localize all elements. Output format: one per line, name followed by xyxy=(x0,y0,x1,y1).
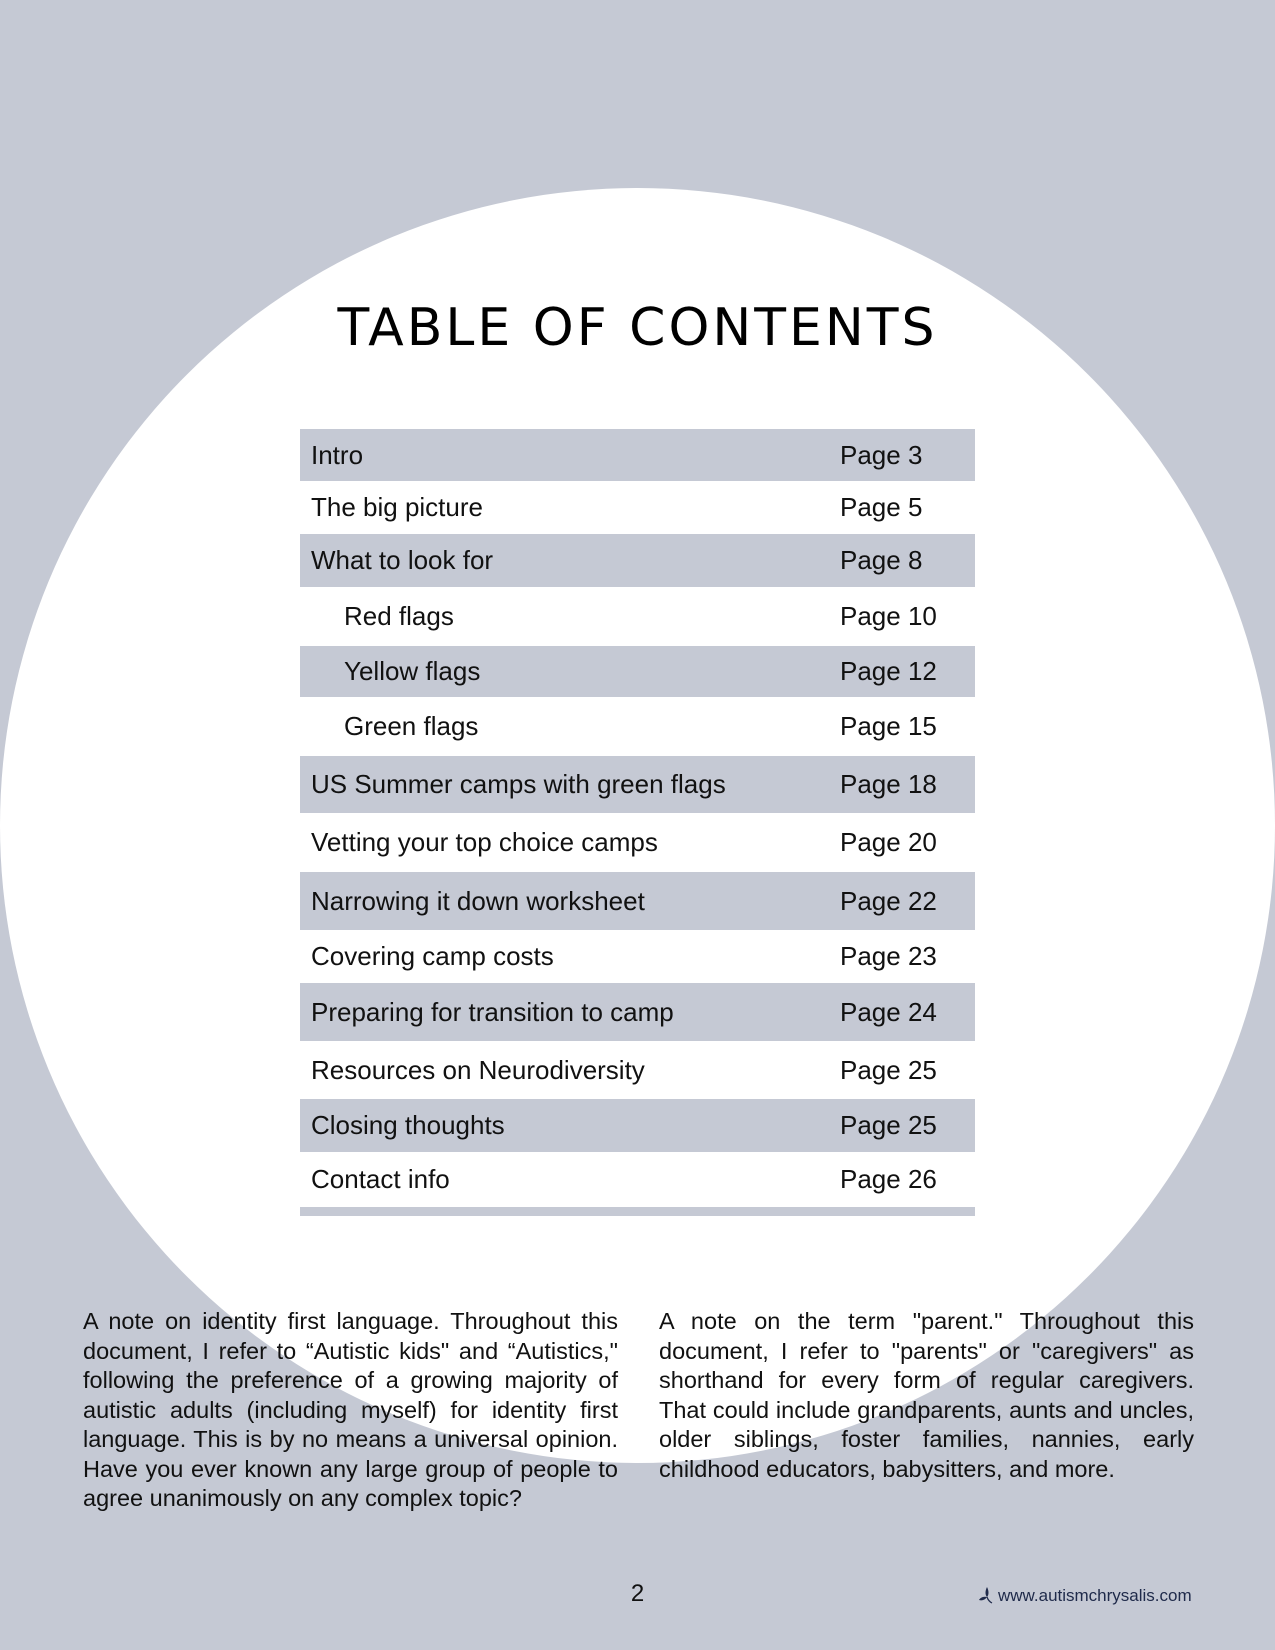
toc-row-vetting-camps[interactable] xyxy=(300,813,975,872)
toc-row-preparing-transition[interactable] xyxy=(300,983,975,1041)
table-of-contents xyxy=(300,429,975,1216)
toc-row-us-summer-camps[interactable] xyxy=(300,756,975,813)
toc-page: Page 20 xyxy=(840,827,937,857)
toc-page: Page 3 xyxy=(840,439,923,470)
toc-row-yellow-flags[interactable] xyxy=(300,646,975,697)
toc-row-intro[interactable] xyxy=(300,429,975,481)
toc-label: Red flags xyxy=(344,601,454,631)
toc-page: Page 25 xyxy=(840,1110,937,1140)
toc-row-closing-thoughts[interactable] xyxy=(300,1099,975,1152)
toc-page: Page 24 xyxy=(840,996,937,1027)
toc-page: Page 10 xyxy=(840,601,937,631)
toc-row-camp-costs[interactable] xyxy=(300,930,975,983)
toc-row-narrowing-worksheet[interactable] xyxy=(300,872,975,930)
note-identity-first-language: A note on identity first language. Throughout this document, I refer to “Autistic kids" and “Autistics," following the preference of a growing majority of autistic adults (including myself) for identity first language. This is by no means a universal opinion. Have you ever known any large group of people to agree unanimously on any complex topic? xyxy=(83,1308,618,1511)
toc-page: Page 12 xyxy=(840,656,937,686)
footer-url-text: www.autismchrysalis.com xyxy=(998,1586,1192,1605)
toc-page: Page 25 xyxy=(840,1054,937,1085)
toc-page: Page 18 xyxy=(840,769,937,799)
toc-page: Page 22 xyxy=(840,885,937,916)
toc-label: US Summer camps with green flags xyxy=(311,769,726,799)
toc-page: Page 5 xyxy=(840,492,923,522)
toc-page: Page 26 xyxy=(840,1164,937,1194)
toc-row-red-flags[interactable] xyxy=(300,587,975,646)
toc-label: Covering camp costs xyxy=(311,941,554,971)
toc-label: Narrowing it down worksheet xyxy=(311,885,645,916)
page-title: TABLE OF CONTENTS xyxy=(337,298,938,358)
toc-label: What to look for xyxy=(311,545,494,575)
toc-row-contact-info[interactable] xyxy=(300,1152,975,1207)
toc-label: Resources on Neurodiversity xyxy=(311,1054,645,1085)
toc-row-green-flags[interactable] xyxy=(300,697,975,756)
toc-label: Vetting your top choice camps xyxy=(311,827,658,857)
toc-page: Page 15 xyxy=(840,711,937,741)
toc-row-what-to-look-for[interactable] xyxy=(300,534,975,587)
toc-label: Yellow flags xyxy=(344,656,481,686)
toc-label: Closing thoughts xyxy=(311,1110,505,1140)
note-term-parent: A note on the term "parent." Throughout this document, I refer to "parents" or "caregivers" as shorthand for every form of regular caregivers. That could include grandparents, aunts and uncles, older siblings, foster families, nannies, early childhood educators, babysitters, and more. xyxy=(659,1308,1194,1482)
toc-label: Intro xyxy=(311,439,364,470)
toc-label: Preparing for transition to camp xyxy=(311,996,674,1027)
toc-bottom-rule xyxy=(300,1207,975,1216)
toc-label: The big picture xyxy=(311,492,483,522)
butterfly-icon xyxy=(978,1585,996,1607)
toc-row-resources[interactable] xyxy=(300,1041,975,1099)
toc-page: Page 23 xyxy=(840,941,937,971)
toc-page: Page 8 xyxy=(840,545,923,575)
page-number: 2 xyxy=(630,1580,645,1607)
toc-label: Contact info xyxy=(311,1164,450,1194)
toc-label: Green flags xyxy=(344,711,479,741)
footer-link[interactable] xyxy=(978,1585,1192,1607)
toc-row-big-picture[interactable] xyxy=(300,481,975,534)
